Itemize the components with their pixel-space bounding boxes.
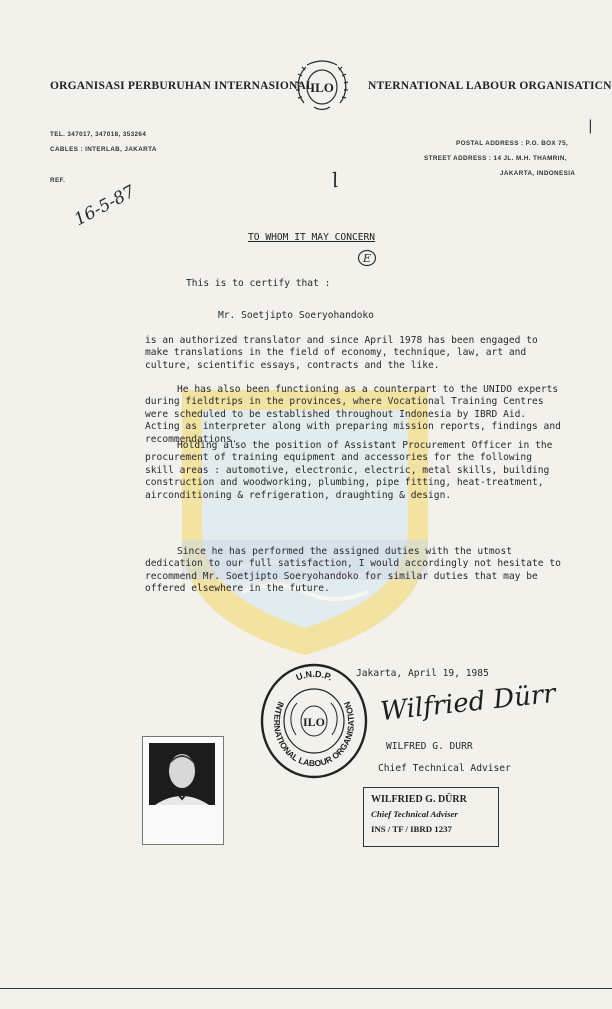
undp-ilo-seal-icon [258, 659, 370, 779]
portrait-photo-icon [143, 737, 221, 842]
svg-text:INTERNATIONAL LABOUR ORGANISAT [272, 700, 356, 768]
org-name-english: NTERNATIONAL LABOUR ORGANISATICN [368, 80, 612, 92]
letter-heading: TO WHOM IT MAY CONCERN [248, 232, 376, 243]
ilo-logo-icon [294, 57, 350, 113]
seal-logo-text: ILO [302, 715, 326, 729]
handwritten-signature: Wilfried Dürr [378, 678, 558, 728]
passport-photo [142, 736, 224, 845]
city-line: JAKARTA, INDONESIA [500, 170, 576, 177]
stamp-line-2: Chief Technical Adviser [371, 809, 458, 819]
handwritten-date: 16-5-87 [71, 181, 139, 231]
stamp-line-3: INS / TF / IBRD 1237 [371, 824, 452, 834]
ref-label: REF. [50, 177, 66, 184]
signatory-name: WILFRED G. DURR [386, 741, 473, 752]
svg-text:U.N.D.P. [295, 669, 334, 683]
seal-top-text: U.N.D.P. [294, 668, 334, 683]
postal-address: POSTAL ADDRESS : P.O. BOX 75, [456, 140, 569, 147]
handwritten-initials: l [329, 167, 341, 193]
circled-letter: E [362, 252, 372, 265]
margin-mark: | [588, 118, 593, 134]
street-address: STREET ADDRESS : 14 JL. M.H. THAMRIN, [424, 155, 567, 162]
circled-mark-icon [357, 249, 377, 267]
telephone-line: TEL. 347017, 347018, 353264 [50, 131, 147, 138]
name-line: Mr. Soetjipto Soeryohandoko [218, 310, 374, 321]
place-date: Jakarta, April 19, 1985 [356, 668, 489, 679]
intro-line: This is to certify that : [186, 278, 331, 289]
signatory-title: Chief Technical Adviser [378, 763, 511, 774]
seal-ring-text: INTERNATIONAL LABOUR ORGANISATION [271, 700, 357, 769]
stamp-line-1: WILFRIED G. DÜRR [371, 794, 467, 805]
logo-text: ILO [310, 80, 334, 95]
paragraph-3: Holding also the position of Assistant Procurement Officer in the procurement of training equipment and accessories for the following skill areas : automotive, electronic, electric, metal skills, building construction and woodworking, plumbing, pipe fitting, heat-treatment, airconditioning & refrigeration, draughting & design. [145, 440, 553, 501]
paragraph-4: Since he has performed the assigned duties with the utmost dedication to our full satisfaction, I would accordingly not hesitate to recommend Mr. Soetjipto Soeryohandoko for similar duties that may be offered elsewhere in the future. [145, 546, 561, 595]
paragraph-1: is an authorized translator and since April 1978 has been engaged to make translations in the field of economy, technique, law, art and culture, scientific essays, contracts and the like. [145, 335, 538, 371]
org-name-indonesian: ORGANISASI PERBURUHAN INTERNASIONAL [50, 80, 314, 92]
bottom-rule [0, 988, 612, 989]
signatory-stamp [363, 787, 499, 847]
paragraph-2: He has also been functioning as a counterpart to the UNIDO experts during fieldtrips in the provinces, where Vocational Training Centres were scheduled to be established throughout Indonesia by IBRD Aid. Acting as interpreter along with preparing mission reports, findings and recommendations. [145, 384, 561, 445]
cables-line: CABLES : INTERLAB, JAKARTA [50, 146, 157, 153]
